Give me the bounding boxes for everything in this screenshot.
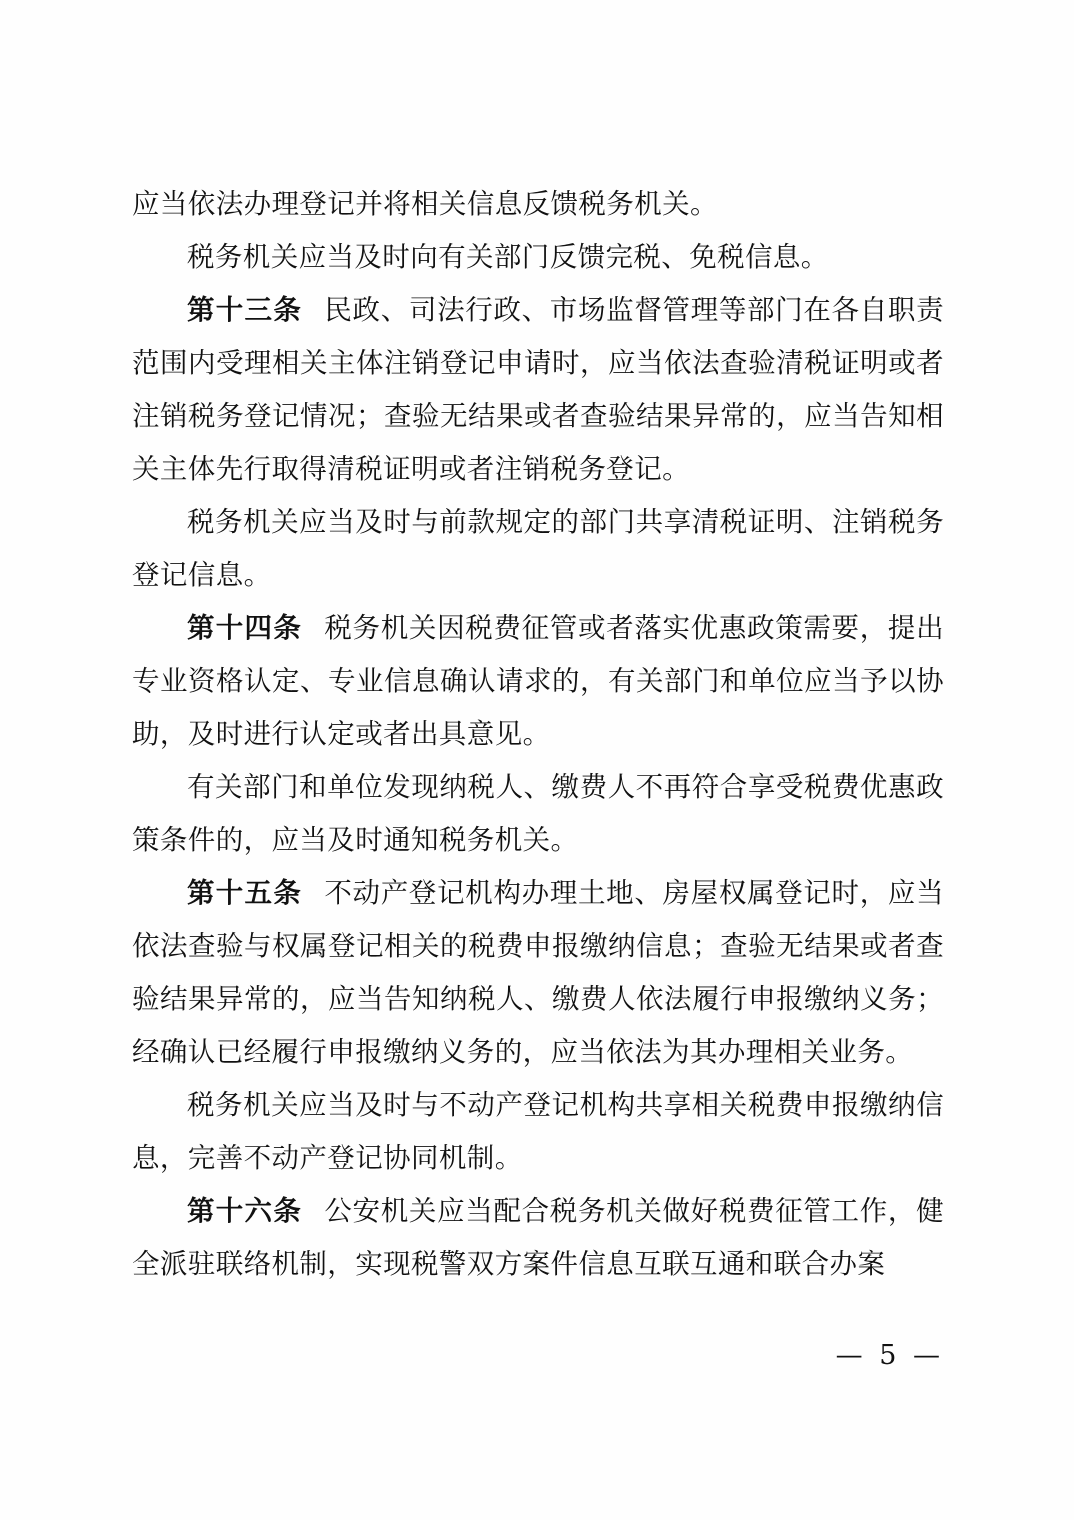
paragraph-text: 不动产登记机构办理土地、房屋权属登记时，应当依法查验与权属登记相关的税费申报缴纳信息；查验无结果或者查验结果异常的，应当告知纳税人、缴费人依法履行申报缴纳义务；经确认已经履行申报缴纳义务的，应当依法为其办理相关业务。 <box>132 877 944 1068</box>
page-number: — 5 — <box>835 1340 944 1371</box>
paragraph-text: 税务机关应当及时与前款规定的部门共享清税证明、注销税务登记信息。 <box>132 506 944 591</box>
paragraph-continuation <box>132 178 944 231</box>
article-paragraph-15 <box>132 867 944 1079</box>
paragraph-text: 税务机关应当及时与不动产登记机构共享相关税费申报缴纳信息，完善不动产登记协同机制。 <box>132 1089 944 1174</box>
article-paragraph-16 <box>132 1185 944 1291</box>
paragraph-text: 税务机关因税费征管或者落实优惠政策需要，提出专业资格认定、专业信息确认请求的，有关部门和单位应当予以协助，及时进行认定或者出具意见。 <box>132 612 944 750</box>
article-label: 第十三条 <box>187 294 303 326</box>
article-paragraph-14 <box>132 602 944 761</box>
article-label: 第十六条 <box>187 1195 303 1227</box>
paragraph <box>132 231 944 284</box>
paragraph <box>132 761 944 867</box>
document-body <box>132 178 944 1291</box>
paragraph <box>132 1079 944 1185</box>
paragraph-text: 公安机关应当配合税务机关做好税费征管工作，健全派驻联络机制，实现税警双方案件信息互联互通和联合办案 <box>132 1195 944 1280</box>
paragraph-text: 税务机关应当及时向有关部门反馈完税、免税信息。 <box>187 241 829 273</box>
article-label: 第十四条 <box>187 612 303 644</box>
article-label: 第十五条 <box>187 877 303 909</box>
article-paragraph-13 <box>132 284 944 496</box>
paragraph-text: 应当依法办理登记并将相关信息反馈税务机关。 <box>132 188 718 220</box>
paragraph <box>132 496 944 602</box>
paragraph-text: 民政、司法行政、市场监督管理等部门在各自职责范围内受理相关主体注销登记申请时，应当依法查验清税证明或者注销税务登记情况；查验无结果或者查验结果异常的，应当告知相关主体先行取得清税证明或者注销税务登记。 <box>132 294 944 485</box>
paragraph-text: 有关部门和单位发现纳税人、缴费人不再符合享受税费优惠政策条件的，应当及时通知税务机关。 <box>132 771 944 856</box>
